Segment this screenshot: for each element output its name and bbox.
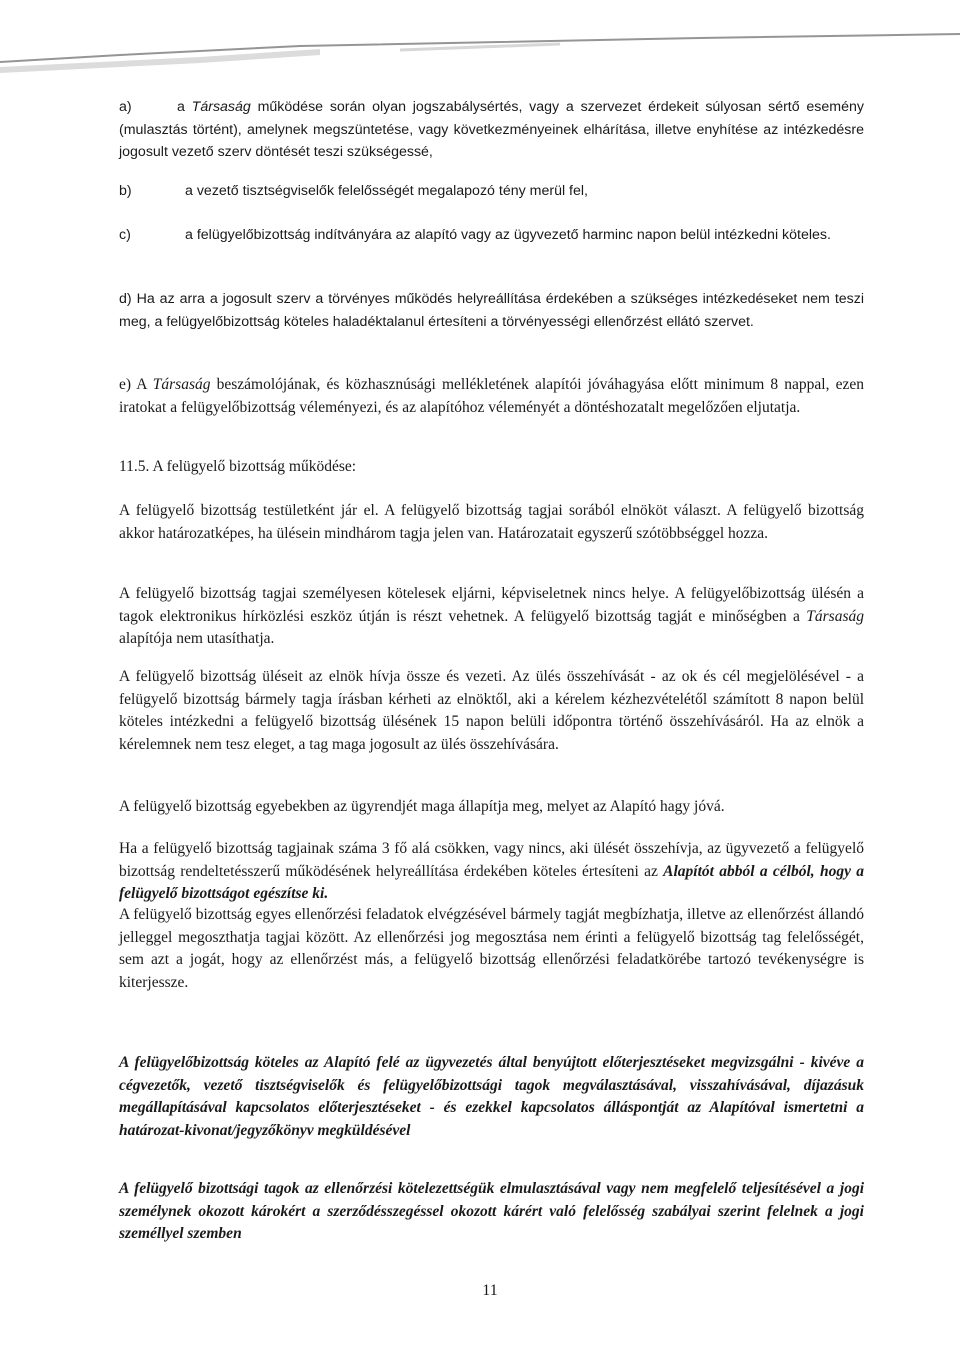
item-a-label: a): [119, 99, 132, 115]
section-heading: 11.5. A felügyelő bizottság működése:: [119, 458, 357, 475]
item-b: b) a vezető tisztségviselők felelősségét megalapozó tény merül fel,: [119, 180, 864, 203]
item-c-label: c): [119, 227, 131, 243]
paragraph-liability: A felügyelő bizottsági tagok az ellenőrzési kötelezettségük elmulasztásával vagy nem megfelelő teljesítésével a jogi személynek okozott károkért a szerződésszegéssel okozott kárért való felelősség szabályai szerint felelnek a jogi személlyel szemben: [119, 1180, 864, 1242]
paragraph-personal-duty: A felügyelő bizottság tagjai személyesen kötelesek eljárni, képviseletnek nincs helye. A felügyelőbizottság ülésén a tagok elektronikus hírközlési eszköz útján is részt vehetnek. A felügyelő bizottság tagját e minőségben a Társaság alapítója nem utasíthatja.: [119, 585, 864, 647]
item-e: e) A Társaság beszámolójának, és közhasznúsági mellékletének alapítói jóváhagyása előtt minimum 8 nappal, ezen iratokat a felügyelőbizottság véleményezi, és az alapítóhoz véleményét a döntéshozatalt megelőzően eljutatja.: [119, 376, 864, 416]
item-d: d) Ha az arra a jogosult szerv a törvényes működés helyreállítása érdekében a szükséges intézkedéseket nem teszi meg, a felügyelőbizottság köteles haladéktalanul értesíteni a törvényességi ellenőrzést ellátó szervet.: [119, 291, 864, 330]
scan-edge-artifact: [0, 0, 960, 80]
page-number: 11: [482, 1282, 498, 1299]
paragraph-convening: A felügyelő bizottság üléseit az elnök hívja össze és vezeti. Az ülés összehívását - az ok és cél megjelölésével - a felügyelő bizottság bármely tagja írásban kérheti az elnöktől, aki a kérelem kézhezvételétől számított 8 napon belül köteles intézkedni a felügyelő bizottság ülésének 15 napon belüli időpontra történő összehívásáról. Ha az elnök a kérelemnek nem tesz eleget, a tag maga jogosult az ülés összehívására.: [119, 668, 864, 753]
item-c: c) a felügyelőbizottság indítványára az alapító vagy az ügyvezető harminc napon belül intézkedni köteles.: [119, 224, 864, 247]
paragraph-review-duty: A felügyelőbizottság köteles az Alapító felé az ügyvezetés által benyújtott előterjesztéseket megvizsgálni - kivéve a cégvezetők, vezető tisztségviselők és felügyelőbizottsági tagok megválasztásával, visszahívásával, díjazásuk megállapításával kapcsolatos előterjesztéseket - és ezekkel kapcsolatos álláspontját az Alapítóval ismertetni a határozat-kivonat/jegyzőkönyv megküldésével: [119, 1054, 864, 1139]
paragraph-membership-drop: Ha a felügyelő bizottság tagjainak száma 3 fő alá csökken, vagy nincs, aki ülését összehívja, az ügyvezető a felügyelő bizottság rendeltetésszerű működésének helyreállítása érdekében köteles értesíteni az Alapítót abból a célból, hogy a felügyelő bizottságot egészítse ki.: [119, 840, 864, 902]
item-a: a) a Társaság működése során olyan jogszabálysértés, vagy a szervezet érdekeit súlyosan sértő esemény (mulasztás történt), amelynek megszüntetése, vagy következményeinek elhárítása, illetve enyhítése az intézkedésre jogosult vezető szerv döntését teszi szükségessé,: [119, 96, 864, 164]
paragraph-rules-of-procedure: A felügyelő bizottság egyebekben az ügyrendjét maga állapítja meg, melyet az Alapító hagy jóvá.: [119, 798, 725, 815]
item-b-label: b): [119, 183, 132, 199]
paragraph-delegation: A felügyelő bizottság egyes ellenőrzési feladatok elvégzésével bármely tagját megbízhatja, illetve az ellenőrzést állandó jelleggel megoszthatja tagjai között. Az ellenőrzési jog megosztása nem érinti a felügyelő bizottság tag felelősségét, sem azt a jogát, hogy az ellenőrzést más, a felügyelő bizottság ellenőrzési feladatkörébe tartozó tevékenységre is kiterjessze.: [119, 906, 864, 991]
paragraph-quorum: A felügyelő bizottság testületként jár el. A felügyelő bizottság tagjai sorából elnököt választ. A felügyelő bizottság akkor határozatképes, ha ülésein mindhárom tagja jelen van. Határozatait egyszerű szótöbbséggel hozza.: [119, 502, 864, 542]
